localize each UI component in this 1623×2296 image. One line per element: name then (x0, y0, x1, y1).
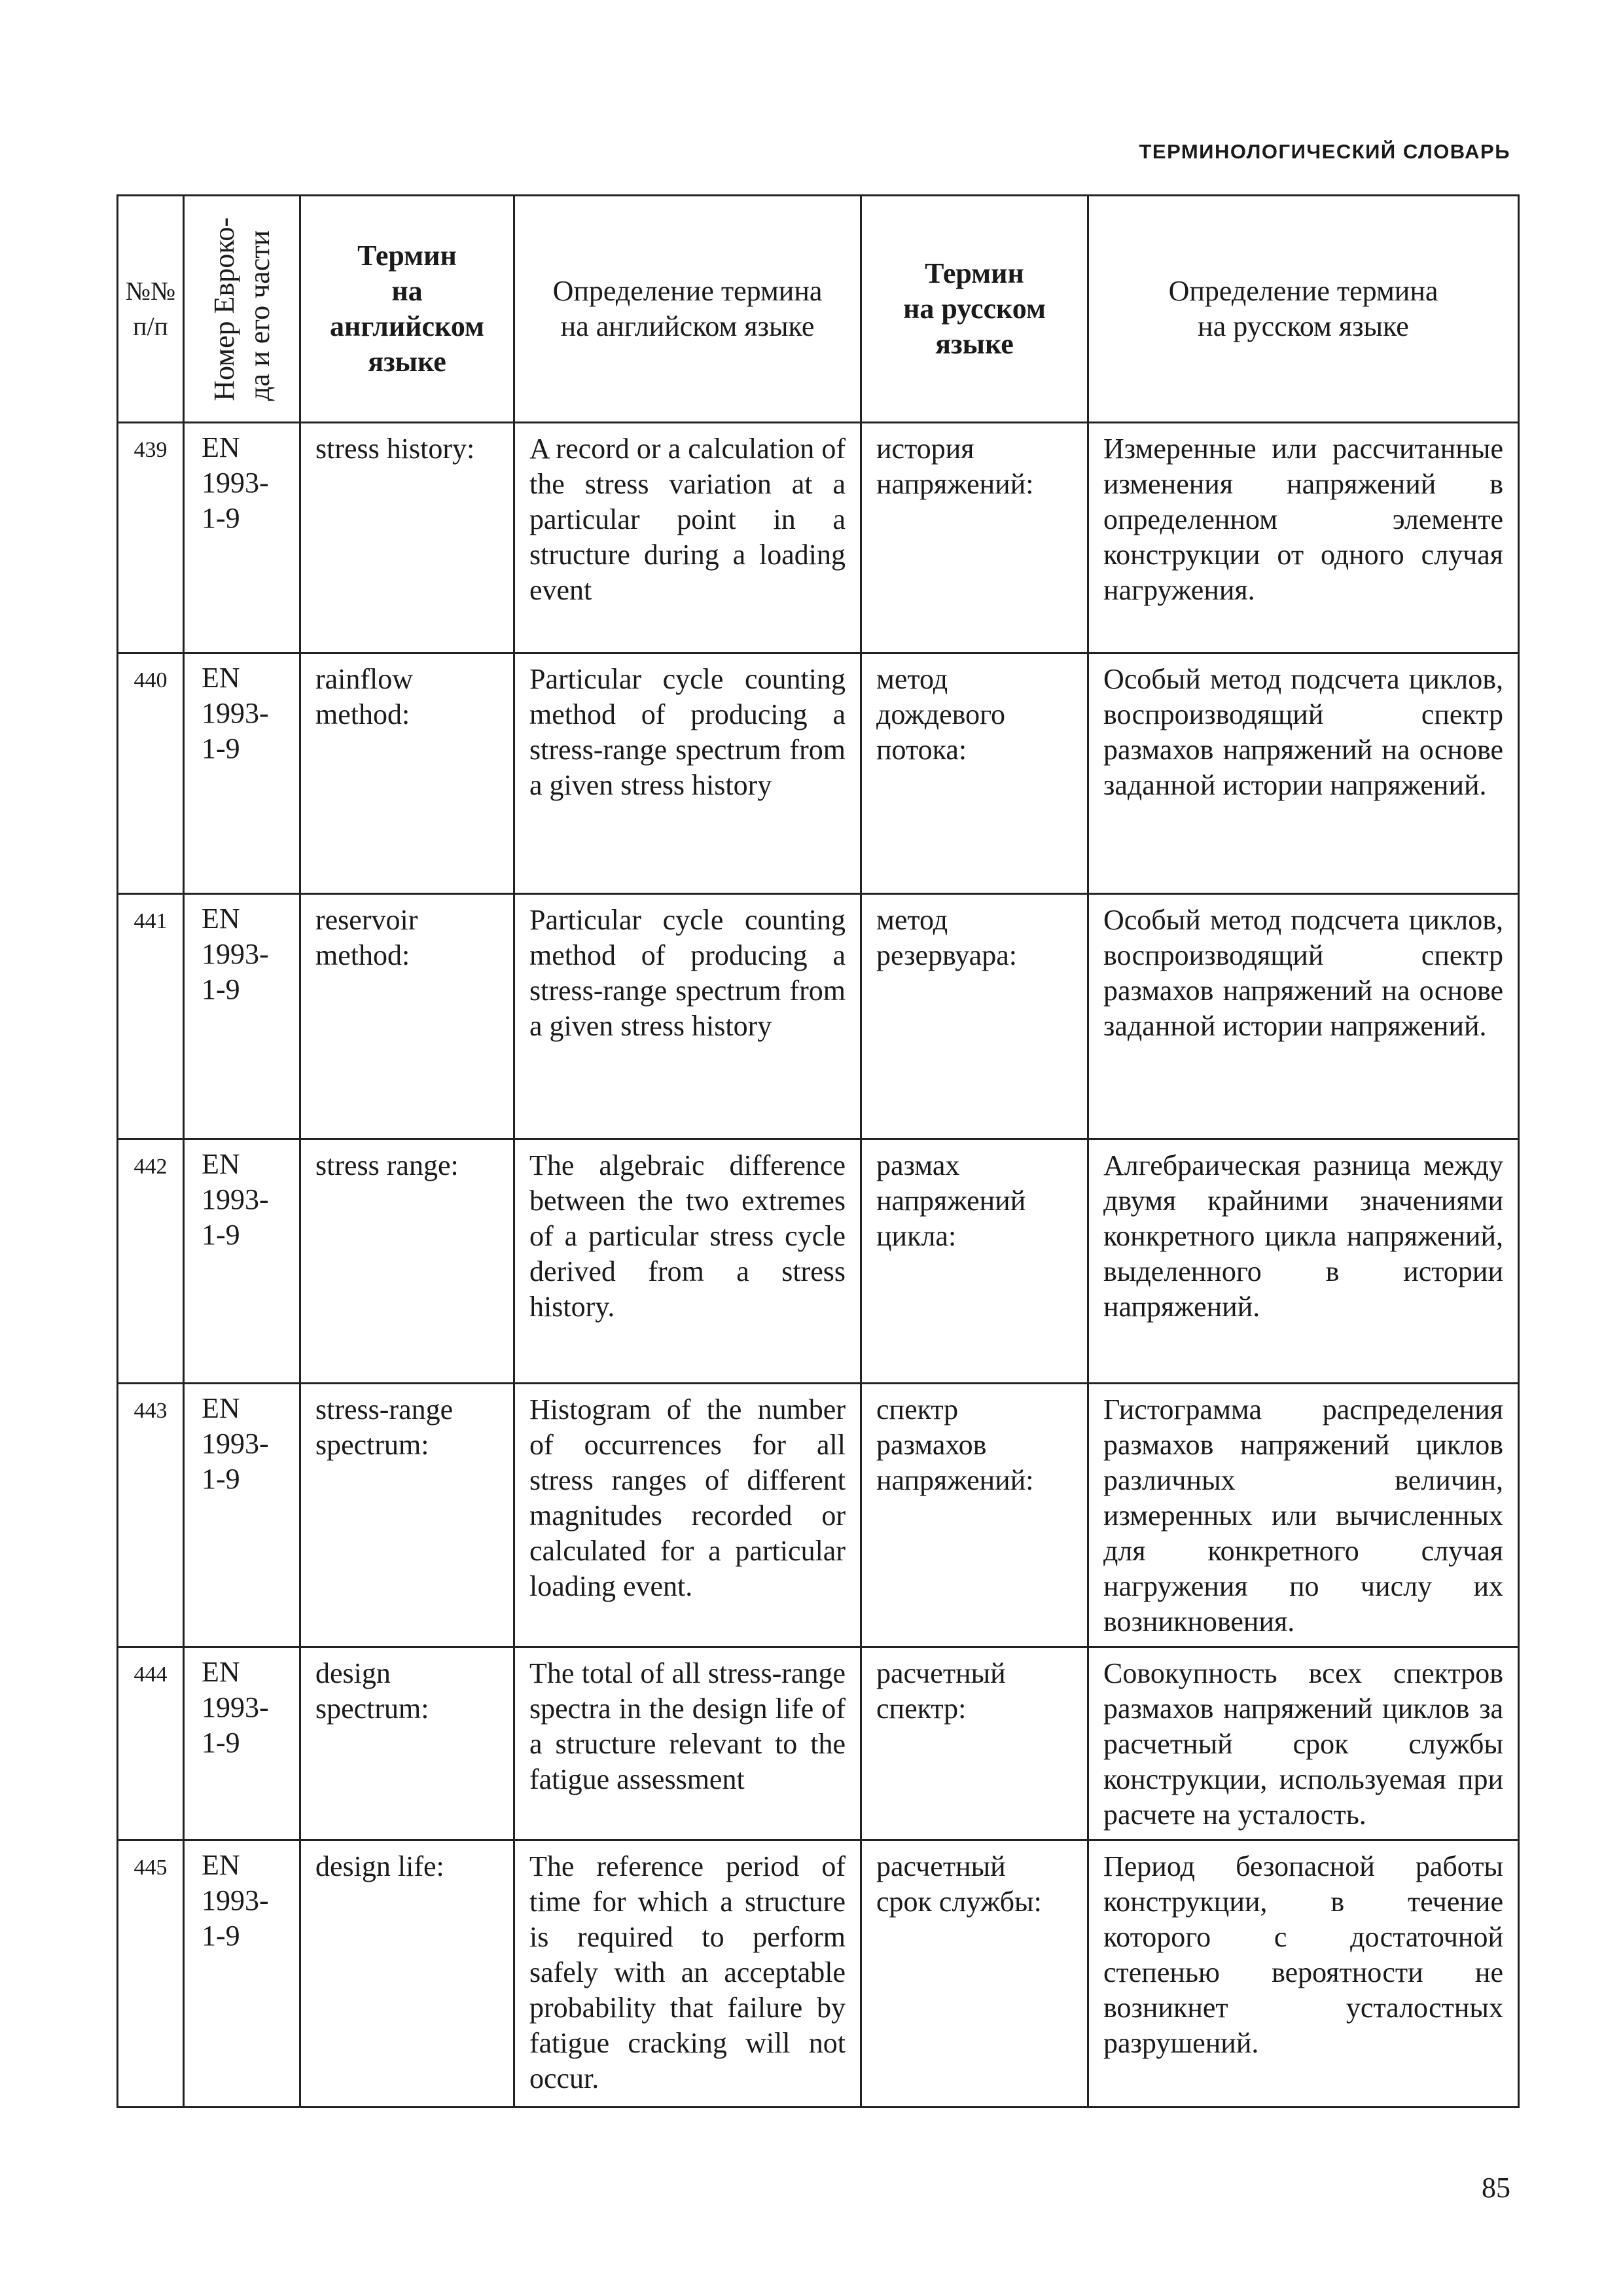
eurocode-part: EN 1993- 1-9 (184, 423, 300, 653)
row-number: 442 (118, 1139, 184, 1384)
table-row (118, 1139, 1519, 1384)
definition-ru: Период безопасной работы конструкции, в течение которого с достаточной степенью вероятности не возникнет усталостных разрушений. (1088, 1840, 1519, 2108)
definition-ru: Особый метод подсчета циклов, воспроизводящий спектр размахов напряжений на основе заданной истории напряжений. (1088, 894, 1519, 1139)
row-number: 441 (118, 894, 184, 1139)
table-row (118, 1384, 1519, 1647)
term-en: stress range: (300, 1139, 514, 1384)
definition-en: A record or a calculation of the stress variation at a particular point in a structure during a loading event (514, 423, 861, 653)
glossary-table (116, 194, 1520, 2108)
definition-en: The algebraic difference between the two extremes of a particular stress cycle derived from a stress history. (514, 1139, 861, 1384)
page-number: 85 (1482, 2172, 1510, 2204)
table-row (118, 423, 1519, 653)
term-en: stress history: (300, 423, 514, 653)
term-en: stress-range spectrum: (300, 1384, 514, 1647)
eurocode-part: EN 1993- 1-9 (184, 1647, 300, 1840)
running-head: ТЕРМИНОЛОГИЧЕСКИЙ СЛОВАРЬ (1139, 140, 1510, 163)
term-ru: расчетный спектр: (861, 1647, 1088, 1840)
definition-ru: Гистограмма распределения размахов напряжений циклов различных величин, измеренных или вычисленных для конкретного случая нагружения по числу их возникновения. (1088, 1384, 1519, 1647)
header-part (184, 196, 300, 423)
row-number: 440 (118, 653, 184, 894)
row-number: 439 (118, 423, 184, 653)
header-def-en: Определение термина на английском языке (514, 196, 861, 423)
definition-en: Particular cycle counting method of producing a stress-range spectrum from a given stress history (514, 894, 861, 1139)
term-en: rainflow method: (300, 653, 514, 894)
definition-ru: Измеренные или рассчитанные изменения напряжений в определенном элементе конструкции от одного случая нагружения. (1088, 423, 1519, 653)
term-ru: спектр размахов напряжений: (861, 1384, 1088, 1647)
header-part-label: Номер Евроко- да и его части (207, 217, 276, 401)
definition-en: Particular cycle counting method of producing a stress-range spectrum from a given stress history (514, 653, 861, 894)
term-ru: размах напряжений цикла: (861, 1139, 1088, 1384)
header-row (118, 196, 1519, 423)
header-num: №№ п/п (118, 196, 184, 423)
table-row (118, 1840, 1519, 2108)
eurocode-part: EN 1993- 1-9 (184, 1840, 300, 2108)
table-row (118, 894, 1519, 1139)
eurocode-part: EN 1993- 1-9 (184, 1139, 300, 1384)
header-term-ru: Термин на русском языке (861, 196, 1088, 423)
definition-ru: Совокупность всех спектров размахов напряжений циклов за расчетный срок службы конструкции, используемая при расчете на усталость. (1088, 1647, 1519, 1840)
header-term-en: Термин на английском языке (300, 196, 514, 423)
term-en: design life: (300, 1840, 514, 2108)
definition-ru: Алгебраическая разница между двумя крайними значениями конкретного цикла напряжений, выделенного в истории напряжений. (1088, 1139, 1519, 1384)
row-number: 443 (118, 1384, 184, 1647)
eurocode-part: EN 1993- 1-9 (184, 894, 300, 1139)
definition-ru: Особый метод подсчета циклов, воспроизводящий спектр размахов напряжений на основе заданной истории напряжений. (1088, 653, 1519, 894)
definition-en: Histogram of the number of occurrences for all stress ranges of different magnitudes recorded or calculated for a particular loading event. (514, 1384, 861, 1647)
eurocode-part: EN 1993- 1-9 (184, 653, 300, 894)
term-ru: расчетный срок службы: (861, 1840, 1088, 2108)
term-en: reservoir method: (300, 894, 514, 1139)
term-ru: метод дождевого потока: (861, 653, 1088, 894)
table-row (118, 1647, 1519, 1840)
term-ru: метод резервуара: (861, 894, 1088, 1139)
row-number: 444 (118, 1647, 184, 1840)
row-number: 445 (118, 1840, 184, 2108)
term-en: design spectrum: (300, 1647, 514, 1840)
header-def-ru: Определение термина на русском языке (1088, 196, 1519, 423)
eurocode-part: EN 1993- 1-9 (184, 1384, 300, 1647)
term-ru: история напряжений: (861, 423, 1088, 653)
table-row (118, 653, 1519, 894)
definition-en: The total of all stress-range spectra in the design life of a structure relevant to the fatigue assessment (514, 1647, 861, 1840)
definition-en: The reference period of time for which a structure is required to perform safely with an acceptable probability that failure by fatigue cracking will not occur. (514, 1840, 861, 2108)
